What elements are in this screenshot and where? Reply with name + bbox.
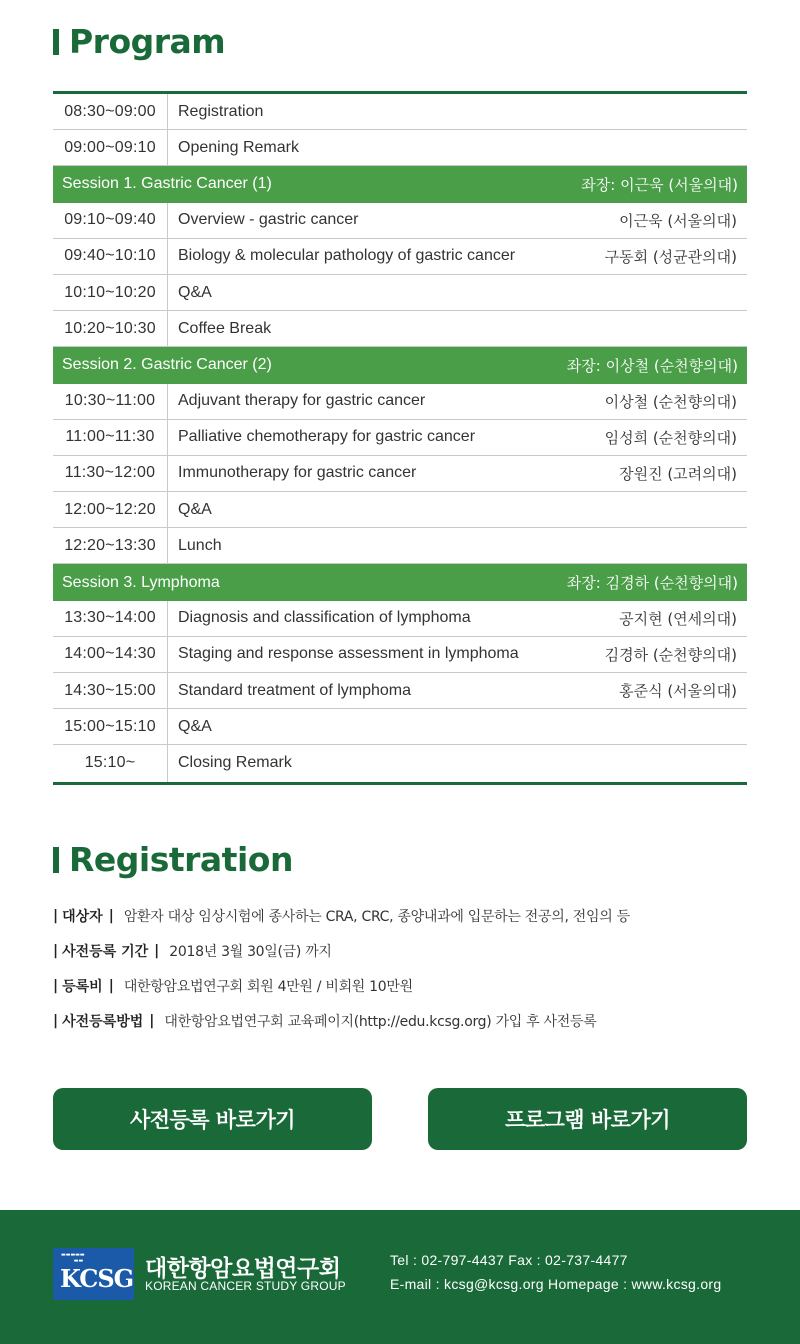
program-title: Biology & molecular pathology of gastric cancer: [178, 247, 516, 265]
preregister-button[interactable]: 사전등록 바로가기: [53, 1088, 372, 1150]
program-row: [53, 709, 747, 745]
program-title: Standard treatment of lymphoma: [178, 681, 412, 699]
program-time: 15:10~: [53, 745, 168, 781]
program-time: 14:30~15:00: [53, 673, 168, 708]
program-title: Q&A: [178, 500, 212, 518]
program-link-button[interactable]: 프로그램 바로가기: [428, 1088, 747, 1150]
logo-text: KCSG: [60, 1264, 134, 1293]
registration-heading: [53, 840, 293, 879]
session-title: Session 1. Gastric Cancer (1): [62, 175, 272, 193]
program-row: [53, 130, 747, 166]
program-row: [53, 492, 747, 528]
divider: |: [108, 907, 114, 924]
program-heading-text: Program: [69, 22, 226, 61]
registration-item: [53, 939, 753, 962]
registration-value: 대한항암요법연구회 회원 4만원 / 비회원 10만원: [123, 978, 413, 995]
divider: |: [53, 977, 59, 994]
session-header: [53, 564, 747, 600]
program-title: Opening Remark: [178, 138, 299, 156]
session-title: Session 3. Lymphoma: [62, 573, 220, 591]
program-row: [53, 311, 747, 347]
program-speaker: 장원진 (고려의대): [619, 464, 737, 483]
program-time: 09:00~09:10: [53, 130, 168, 165]
program-time: 09:40~10:10: [53, 239, 168, 274]
org-name-english: KOREAN CANCER STUDY GROUP: [145, 1279, 346, 1293]
program-title: Overview - gastric cancer: [178, 211, 359, 229]
program-time: 10:30~11:00: [53, 384, 168, 419]
program-speaker: 이상철 (순천향의대): [604, 392, 737, 411]
org-name-korean: 대한항암요법연구회: [145, 1256, 341, 1282]
program-row: [53, 601, 747, 637]
program-time: 11:30~12:00: [53, 456, 168, 491]
program-title: Q&A: [178, 283, 212, 301]
session-chair: 좌장: 이상철 (순천향의대): [566, 356, 738, 375]
program-time: 12:00~12:20: [53, 492, 168, 527]
session-chair: 좌장: 김경하 (순천향의대): [566, 574, 738, 593]
program-row: [53, 745, 747, 781]
divider: |: [149, 1012, 155, 1029]
registration-label: 등록비: [62, 978, 103, 995]
divider: |: [53, 1012, 59, 1029]
program-title: Palliative chemotherapy for gastric cancer: [178, 428, 476, 446]
registration-value: 대한항암요법연구회 교육페이지(http://edu.kcsg.org) 가입 후 사전등록: [164, 1013, 597, 1030]
registration-info-list: [53, 904, 753, 1044]
program-row: [53, 275, 747, 311]
registration-item: [53, 974, 753, 997]
program-row: [53, 456, 747, 492]
program-title: Q&A: [178, 717, 212, 735]
program-title: Closing Remark: [178, 754, 292, 772]
program-row: [53, 673, 747, 709]
session-chair: 좌장: 이근욱 (서울의대): [581, 175, 738, 194]
program-row: [53, 420, 747, 456]
registration-value: 2018년 3월 30일(금) 까지: [169, 943, 332, 960]
program-row: [53, 203, 747, 239]
registration-value: 암환자 대상 임상시험에 종사하는 CRA, CRC, 종양내과에 입문하는 전공의, 전임의 등: [123, 908, 630, 925]
program-heading: [53, 22, 225, 61]
divider: |: [108, 977, 114, 994]
program-time: 15:00~15:10: [53, 709, 168, 744]
registration-label: 사전등록방법: [62, 1013, 144, 1030]
program-speaker: 김경하 (순천향의대): [604, 645, 737, 664]
program-speaker: 이근욱 (서울의대): [619, 211, 737, 230]
program-title: Coffee Break: [178, 319, 272, 337]
program-title: Adjuvant therapy for gastric cancer: [178, 392, 426, 410]
session-header: [53, 166, 747, 202]
program-time: 09:10~09:40: [53, 203, 168, 238]
footer: [0, 1210, 800, 1344]
program-row: [53, 94, 747, 130]
program-speaker: 공지현 (연세의대): [619, 609, 737, 628]
program-row: [53, 384, 747, 420]
divider: |: [53, 907, 59, 924]
program-row: [53, 637, 747, 673]
program-title: Staging and response assessment in lymphoma: [178, 645, 519, 663]
program-speaker: 임성희 (순천향의대): [604, 428, 737, 447]
session-header: [53, 347, 747, 383]
program-time: 14:00~14:30: [53, 637, 168, 672]
contact-phone-fax: Tel : 02-797-4437 Fax : 02-737-4477: [390, 1252, 628, 1268]
program-speaker: 홍준식 (서울의대): [619, 682, 737, 701]
registration-item: [53, 904, 753, 927]
divider: |: [154, 942, 160, 959]
kcsg-logo: [53, 1248, 134, 1300]
heading-bar: [53, 847, 59, 873]
program-time: 08:30~09:00: [53, 94, 168, 129]
registration-item: [53, 1009, 753, 1032]
registration-label: 대상자: [62, 908, 103, 925]
registration-heading-text: Registration: [69, 840, 293, 879]
program-time: 10:20~10:30: [53, 311, 168, 346]
program-title: Lunch: [178, 536, 222, 554]
program-row: [53, 528, 747, 564]
program-table: [53, 91, 747, 785]
program-time: 12:20~13:30: [53, 528, 168, 563]
heading-bar: [53, 29, 59, 55]
program-title: Immunotherapy for gastric cancer: [178, 464, 417, 482]
divider: |: [53, 942, 59, 959]
logo-small-lettering: ▬▬▬▬▬ ▬▬: [61, 1252, 85, 1264]
contact-email-homepage: E-mail : kcsg@kcsg.org Homepage : www.kcsg.org: [390, 1276, 722, 1292]
registration-label: 사전등록 기간: [62, 943, 149, 960]
program-time: 10:10~10:20: [53, 275, 168, 310]
program-title: Diagnosis and classification of lymphoma: [178, 609, 471, 627]
program-title: Registration: [178, 102, 264, 120]
program-row: [53, 239, 747, 275]
session-title: Session 2. Gastric Cancer (2): [62, 356, 272, 374]
program-time: 11:00~11:30: [53, 420, 168, 455]
program-time: 13:30~14:00: [53, 601, 168, 636]
program-speaker: 구동회 (성균관의대): [604, 247, 737, 266]
